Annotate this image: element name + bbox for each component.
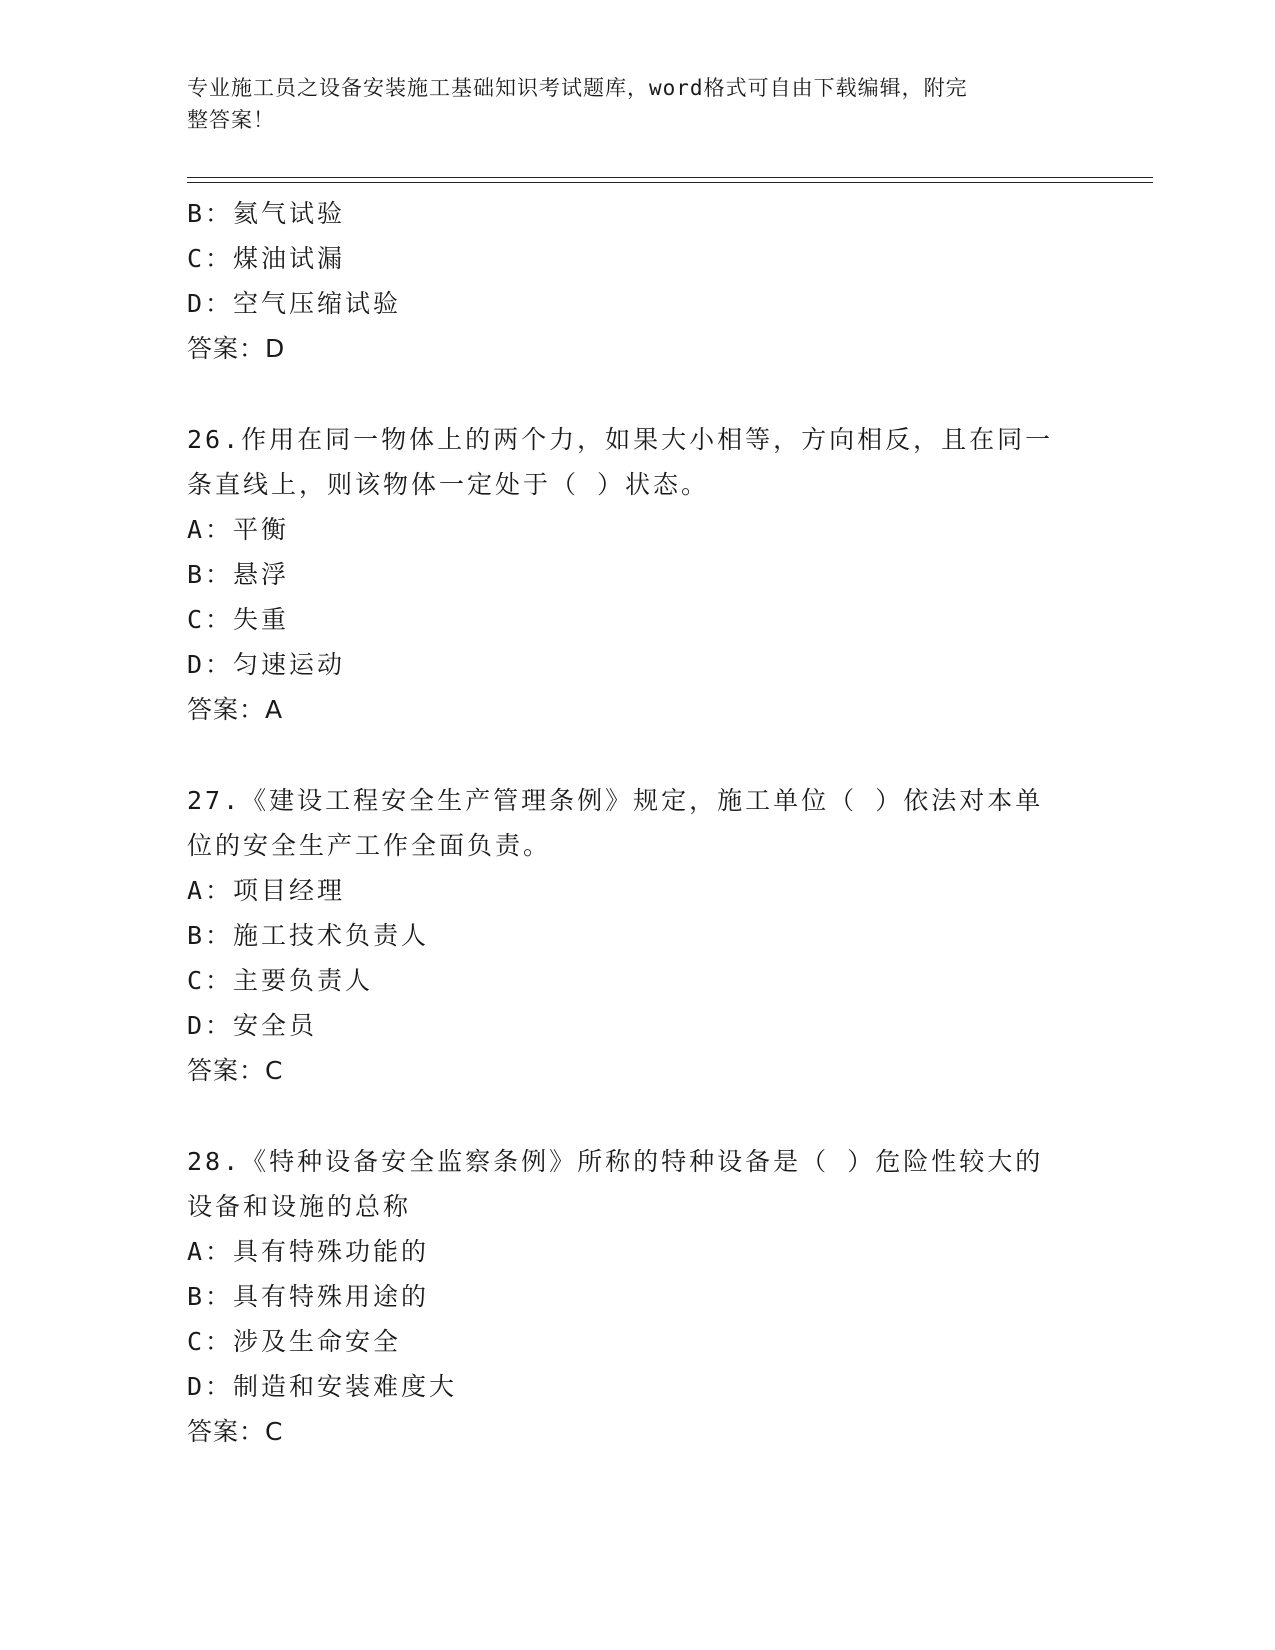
question-26 bbox=[187, 417, 1087, 732]
option-c: C：失重 bbox=[187, 605, 290, 634]
spacer bbox=[187, 1093, 1087, 1139]
spacer bbox=[187, 371, 1087, 417]
option-c: C：主要负责人 bbox=[187, 966, 374, 995]
option-a: A：平衡 bbox=[187, 515, 290, 544]
question-27 bbox=[187, 778, 1087, 1093]
spacer bbox=[187, 732, 1087, 778]
option-b: B：悬浮 bbox=[187, 560, 290, 589]
answer: 答案：A bbox=[187, 695, 284, 724]
answer: 答案：D bbox=[187, 334, 286, 363]
header-line-1: 专业施工员之设备安装施工基础知识考试题库，word格式可自由下载编辑，附完 bbox=[187, 76, 968, 100]
option-d: D：匀速运动 bbox=[187, 650, 346, 679]
option-d: D：安全员 bbox=[187, 1011, 318, 1040]
question-stem-line-1: 28.《特种设备安全监察条例》所称的特种设备是（ ）危险性较大的 bbox=[187, 1147, 1044, 1176]
option-a: A：项目经理 bbox=[187, 876, 346, 905]
answer: 答案：C bbox=[187, 1417, 284, 1446]
answer: 答案：C bbox=[187, 1056, 284, 1085]
question-stem-line-2: 条直线上，则该物体一定处于（ ）状态。 bbox=[187, 470, 710, 499]
header-divider-bottom bbox=[187, 182, 1153, 183]
question-list bbox=[187, 191, 1087, 1454]
question-stem-line-1: 26.作用在同一物体上的两个力，如果大小相等，方向相反，且在同一 bbox=[187, 425, 1054, 454]
header-divider-top bbox=[187, 177, 1153, 178]
option-c: C：涉及生命安全 bbox=[187, 1327, 402, 1356]
question-stem-line-2: 位的安全生产工作全面负责。 bbox=[187, 831, 552, 860]
document-header bbox=[187, 72, 1067, 136]
option-c: C：煤油试漏 bbox=[187, 244, 346, 273]
option-d: D：制造和安装难度大 bbox=[187, 1372, 458, 1401]
question-25 bbox=[187, 191, 1087, 371]
header-line-2: 整答案！ bbox=[187, 108, 275, 132]
question-28 bbox=[187, 1139, 1087, 1454]
option-d: D：空气压缩试验 bbox=[187, 289, 402, 318]
option-a: A：具有特殊功能的 bbox=[187, 1237, 430, 1266]
option-b: B：氦气试验 bbox=[187, 199, 346, 228]
question-stem-line-2: 设备和设施的总称 bbox=[187, 1192, 412, 1221]
option-b: B：具有特殊用途的 bbox=[187, 1282, 430, 1311]
option-b: B：施工技术负责人 bbox=[187, 921, 430, 950]
question-stem-line-1: 27.《建设工程安全生产管理条例》规定，施工单位（ ）依法对本单 bbox=[187, 786, 1044, 815]
